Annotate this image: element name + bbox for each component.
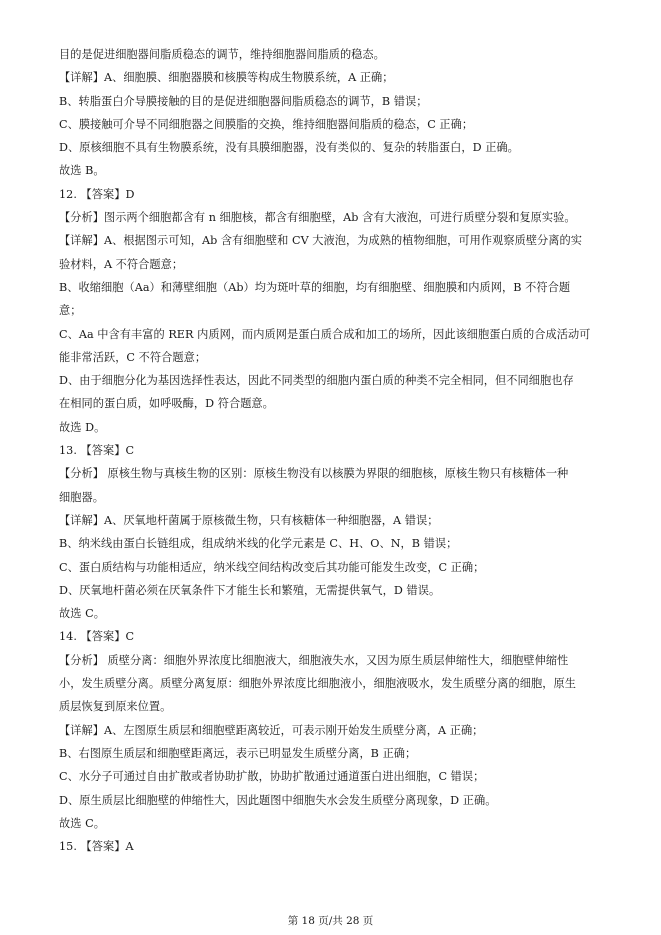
text-line: 【详解】A、细胞膜、细胞器膜和核膜等构成生物膜系统，A 正确； [59,71,394,85]
text-line: B、转脂蛋白介导膜接触的目的是促进细胞器间脂质稳态的调节，B 错误； [59,94,428,108]
text-line: C、膜接触可介导不同细胞器之间膜脂的交换，维持细胞器间脂质的稳态，C 正确； [59,117,474,131]
text-line: 【详解】A、厌氧地杆菌属于原核微生物，只有核糖体一种细胞器，A 错误； [59,513,439,527]
text-line: 【分析】 原核生物与真核生物的区别：原核生物没有以核膜为界限的细胞核，原核生物只有核糖体一种 [59,467,569,481]
text-line: 验材料，A 不符合题意； [59,257,184,271]
question-answer-heading: 15. 【答案】A [59,840,134,854]
text-line: 故选 D。 [59,420,106,434]
text-line: 【分析】 质壁分离：细胞外界浓度比细胞液大，细胞液失水，又因为原生质层伸缩性大，细胞壁伸缩性 [59,653,569,667]
text-line: B、收缩细胞（Aa）和薄壁细胞（Ab）均为斑叶草的细胞，均有细胞壁、细胞膜和内质网，B 不符合题 [59,280,571,294]
text-line: C、水分子可通过自由扩散或者协助扩散，协助扩散通过通道蛋白进出细胞，C 错误； [59,770,485,784]
text-line: 故选 C。 [59,816,105,830]
text-line: B、右图原生质层和细胞壁距离远，表示已明显发生质壁分离，B 正确； [59,746,417,760]
page-number-footer: 第 18 页/共 28 页 [287,915,374,927]
text-line: 目的是促进细胞器间脂质稳态的调节，维持细胞器间脂质的稳态。 [59,48,385,61]
text-line: C、蛋白质结构与功能相适应，纳米线空间结构改变后其功能可能发生改变，C 正确； [59,560,485,574]
text-line: 【详解】A、左图原生质层和细胞壁距离较近，可表示刚开始发生质壁分离，A 正确； [59,723,484,737]
text-line: 【分析】图示两个细胞都含有 n 细胞核，都含有细胞壁，Ab 含有大液泡，可进行质壁分裂和复原实验。 [59,211,576,225]
text-line: 细胞器。 [59,490,104,504]
answer-explanations [59,43,614,858]
text-line: 能非常活跃，C 不符合题意； [59,350,207,364]
text-line: 意； [59,304,82,318]
question-answer-heading: 12. 【答案】D [59,187,135,201]
text-line: D、厌氧地杆菌必须在厌氧条件下才能生长和繁殖，无需提供氧气，D 错误。 [59,583,441,597]
text-line: B、纳米线由蛋白长链组成，组成纳米线的化学元素是 C、H、O、N，B 错误； [59,537,458,551]
question-answer-heading: 13. 【答案】C [59,444,135,458]
text-line: D、由于细胞分化为基因选择性表达，因此不同类型的细胞内蛋白质的种类不完全相同，但不同细胞也存 [59,374,574,388]
text-line: D、原核细胞不具有生物膜系统，没有具膜细胞器，没有类似的、复杂的转脂蛋白，D 正确。 [59,141,519,155]
text-line: 质层恢复到原来位置。 [59,700,172,714]
question-answer-heading: 14. 【答案】C [59,630,135,644]
text-line: 小，发生质壁分离。质壁分离复原：细胞外界浓度比细胞液小，细胞液吸水，发生质壁分离的细胞，原生 [59,677,576,691]
text-line: 故选 C。 [59,607,105,621]
text-line: 故选 B。 [59,164,105,178]
text-line: D、原生质层比细胞壁的伸缩性大，因此题图中细胞失水会发生质壁分离现象，D 正确。 [59,793,497,807]
text-line: 【详解】A、根据图示可知，Ab 含有细胞壁和 CV 大液泡，为成熟的植物细胞，可用作观察质壁分离的实 [59,234,583,248]
text-line: 在相同的蛋白质，如呼吸酶，D 符合题意。 [59,397,274,411]
text-line: C、Aa 中含有丰富的 RER 内质网，而内质网是蛋白质合成和加工的场所，因此该细胞蛋白质的合成活动可 [59,327,591,341]
